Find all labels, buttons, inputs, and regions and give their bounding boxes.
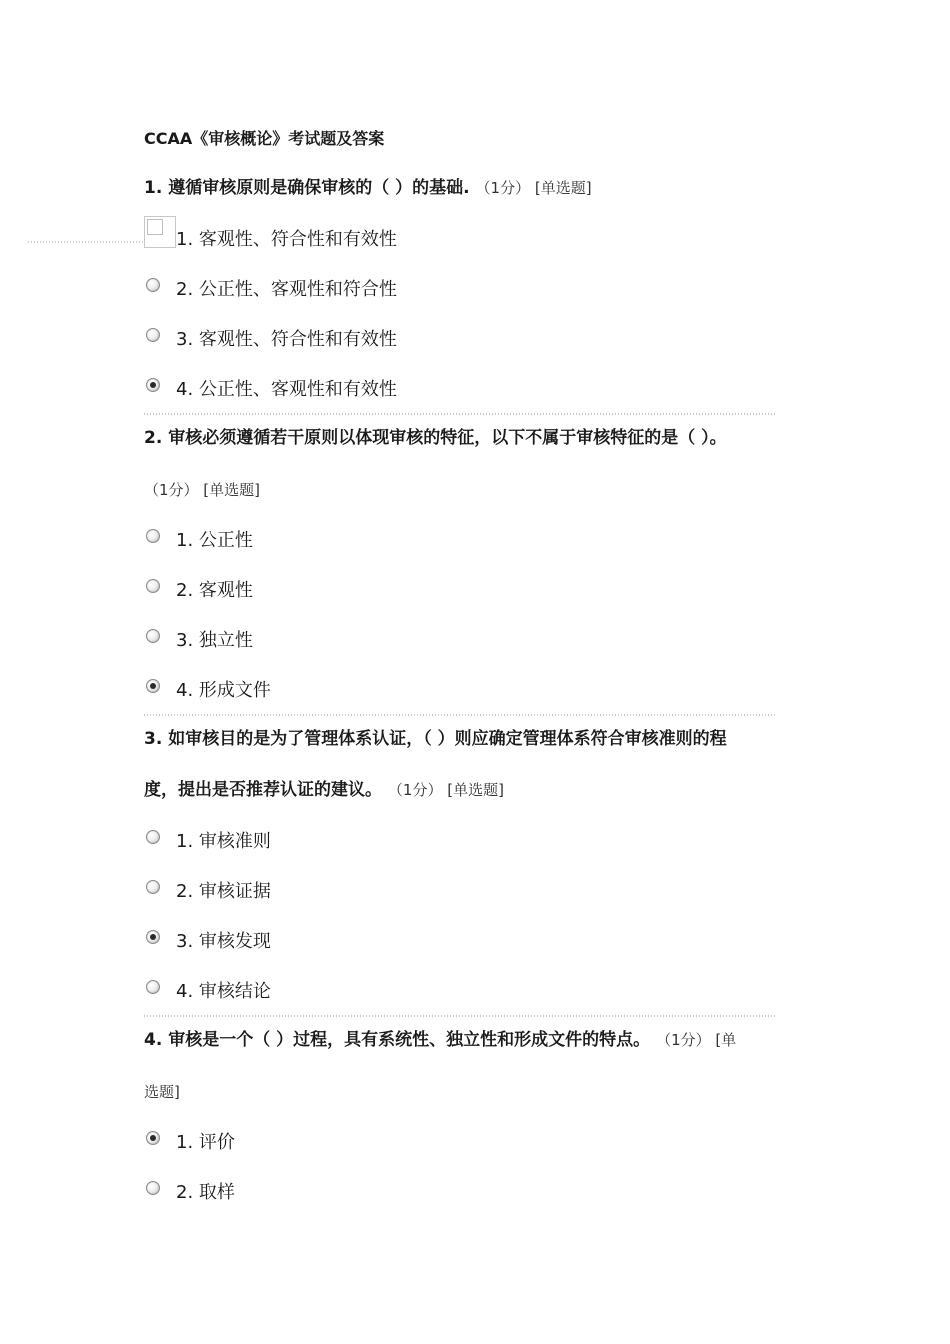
radio-unchecked-icon[interactable] xyxy=(146,529,160,543)
option-text: 客观性 xyxy=(198,580,253,601)
radio-unchecked-icon[interactable] xyxy=(146,278,160,292)
question-text: 审核必须遵循若干原则以体现审核的特征，以下不属于审核特征的是（ ）。 xyxy=(168,428,727,448)
radio-checked-icon[interactable] xyxy=(146,378,160,392)
option-number: 4. xyxy=(176,680,194,701)
question-divider xyxy=(144,1015,776,1017)
question-number: 3. xyxy=(144,729,163,749)
radio-unchecked-icon[interactable] xyxy=(146,1181,160,1195)
option-number: 4. xyxy=(176,379,194,400)
option-text: 评价 xyxy=(198,1132,235,1153)
radio-checked-icon[interactable] xyxy=(146,679,160,693)
option-text: 公正性、客观性和符合性 xyxy=(198,279,397,300)
option-text: 客观性、符合性和有效性 xyxy=(198,329,397,350)
option-text: 公正性、客观性和有效性 xyxy=(198,379,397,400)
radio-unchecked-icon[interactable] xyxy=(146,579,160,593)
option-text: 独立性 xyxy=(198,630,253,651)
option-number: 2. xyxy=(176,1182,194,1203)
option-number: 4. xyxy=(176,981,194,1002)
question-4-stem xyxy=(144,1028,800,1052)
option-text: 审核结论 xyxy=(198,981,271,1002)
option-number: 1. xyxy=(176,1132,194,1153)
checkbox-placeholder-icon[interactable] xyxy=(144,216,176,248)
question-number: 4. xyxy=(144,1030,163,1050)
option-number: 1. xyxy=(176,530,194,551)
question-meta: （1分） [单 xyxy=(656,1031,737,1049)
question-meta: （1分） [单选题] xyxy=(387,781,504,799)
question-2-stem xyxy=(144,426,800,450)
document-title: CCAA《审核概论》考试题及答案 xyxy=(144,129,385,148)
scan-artifact xyxy=(28,241,144,243)
question-text: 审核是一个（ ）过程，具有系统性、独立性和形成文件的特点。 xyxy=(168,1030,651,1050)
option-text: 公正性 xyxy=(198,530,253,551)
question-divider xyxy=(144,714,776,716)
option-number: 3. xyxy=(176,630,194,651)
question-meta: （1分） [单选题] xyxy=(144,481,261,499)
radio-checked-icon[interactable] xyxy=(146,1131,160,1145)
option-text: 客观性、符合性和有效性 xyxy=(198,229,397,250)
question-2 xyxy=(144,426,800,450)
radio-unchecked-icon[interactable] xyxy=(146,328,160,342)
option-number: 2. xyxy=(176,580,194,601)
option-text: 审核准则 xyxy=(198,831,271,852)
option-text: 审核证据 xyxy=(198,881,271,902)
question-meta-continued: 选题] xyxy=(144,1083,180,1101)
question-text: 遵循审核原则是确保审核的（ ）的基础. xyxy=(168,178,470,198)
option-number: 3. xyxy=(176,931,194,952)
question-3-stem-line-1 xyxy=(144,727,800,751)
radio-unchecked-icon[interactable] xyxy=(146,980,160,994)
question-number: 2. xyxy=(144,428,163,448)
option-number: 3. xyxy=(176,329,194,350)
question-1 xyxy=(144,176,800,200)
question-3 xyxy=(144,727,800,751)
question-3-stem-line-2 xyxy=(144,778,800,802)
option-number: 2. xyxy=(176,279,194,300)
option-number: 2. xyxy=(176,881,194,902)
question-divider xyxy=(144,413,776,415)
option-number: 1. xyxy=(176,229,194,250)
question-text: 如审核目的是为了管理体系认证，（ ）则应确定管理体系符合审核准则的程 xyxy=(168,729,727,749)
radio-unchecked-icon[interactable] xyxy=(146,880,160,894)
question-4 xyxy=(144,1028,800,1052)
option-text: 形成文件 xyxy=(198,680,271,701)
radio-unchecked-icon[interactable] xyxy=(146,629,160,643)
option-number: 1. xyxy=(176,831,194,852)
question-number: 1. xyxy=(144,178,163,198)
option-text: 取样 xyxy=(198,1182,235,1203)
question-meta: （1分） [单选题] xyxy=(475,179,592,197)
radio-unchecked-icon[interactable] xyxy=(146,830,160,844)
option-text: 审核发现 xyxy=(198,931,271,952)
radio-checked-icon[interactable] xyxy=(146,930,160,944)
question-text: 度，提出是否推荐认证的建议。 xyxy=(144,780,382,800)
question-1-stem xyxy=(144,176,800,200)
